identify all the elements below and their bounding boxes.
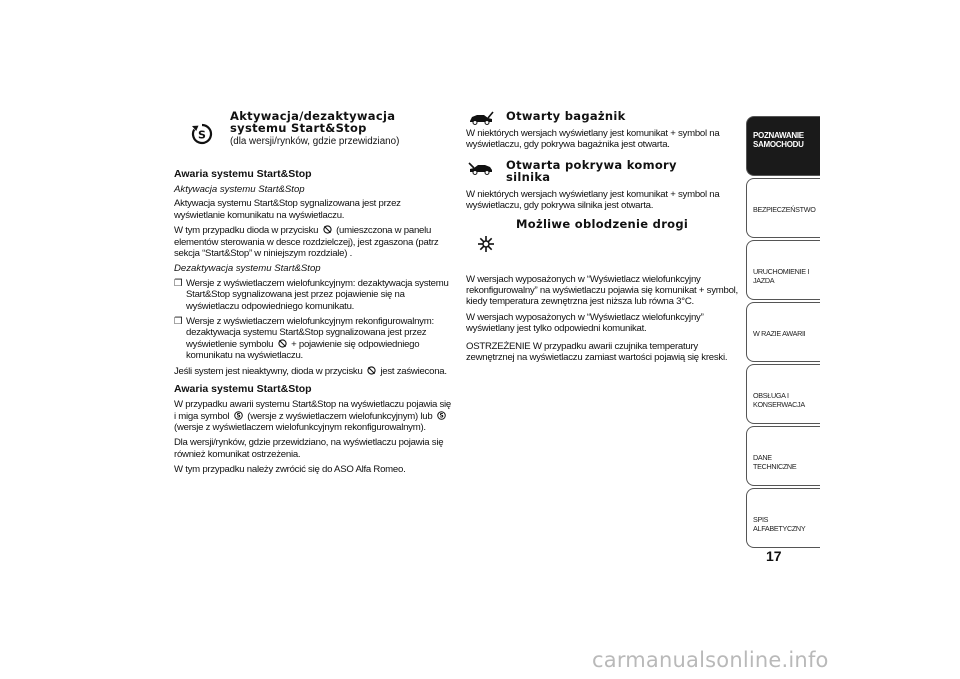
page-number: 17 [766,548,782,564]
bullet-text: Wersje z wyświetlaczem wielofunkcyjnym: dezaktywacja systemu Start&Stop sygnalizowana jest przez pojawienie się na wyświetlaczu odpowiedniego komunikatu. [186,277,449,312]
paragraph-led-on [174,366,452,377]
start-stop-off-icon [323,225,332,234]
tab-w-razie-awarii[interactable] [746,302,820,362]
tab-label-line1: OBSŁUGA I [753,391,789,400]
text-fragment: W tym przypadku dioda w przycisku [174,225,319,237]
tab-bezpieczenstwo[interactable] [746,178,820,238]
svg-text:S: S [198,128,206,142]
tab-label-line2: KONSERWACJA [753,400,805,409]
subheading-failure-1: Awaria systemu Start&Stop [174,168,312,180]
hood-open-title-line1: Otwarta pokrywa komory [506,157,677,172]
text-fragment: (wersje z wyświetlaczem wielofunkcyjnym) lub [247,410,433,422]
start-stop-warning-icon [234,411,243,420]
tab-label-line1: POZNAWANIE [753,131,804,140]
bullet-text: Wersje z wyświetlaczem wielofunkcyjnym rekonfigurowalnym: dezaktywacja systemu Start&Stop sygnalizowana jest przez wyświetlenie symbolu [186,316,434,350]
section-title-line1: Aktywacja/dezaktywacja [230,109,396,123]
section-title-line2: systemu Start&Stop [230,121,367,135]
car-trunk-icon [468,111,494,125]
tab-label-line1: SPIS ALFABETYCZNY [753,515,806,533]
hood-open-title-line2: silnika [506,169,551,184]
start-stop-off-icon [367,366,376,375]
snowflake-icon [476,234,496,254]
icy-road-header [466,218,742,274]
trunk-open-text: W niektórych wersjach wyświetlany jest komunikat + symbol na wyświetlaczu, gdy pokrywa bagażnika jest otwarta. [466,128,720,151]
start-stop-section-header [174,110,452,168]
italic-deactivation: Dezaktywacja systemu Start&Stop [174,263,321,275]
hood-open-header [466,159,742,189]
trunk-open-title: Otwarty bagażnik [506,109,626,123]
paragraph-contact-aso: W tym przypadku należy zwrócić się do ASO Alfa Romeo. [174,464,406,476]
tab-label-line1: BEZPIECZEŃSTWO [753,205,816,214]
hood-open-text: W niektórych wersjach wyświetlany jest komunikat + symbol na wyświetlaczu, gdy pokrywa silnika jest otwarta. [466,188,720,212]
chapter-tabs [746,116,820,550]
italic-activation: Aktywacja systemu Start&Stop [174,184,305,195]
left-column [174,110,452,480]
tab-label-line1: W RAZIE AWARII [753,329,806,338]
paragraph-led-off [174,225,452,259]
icy-road-warning: OSTRZEŻENIE W przypadku awarii czujnika temperatury zewnętrznej na wyświetlaczu zamiast wartości pojawią się kreski. [466,340,728,364]
tab-label-line1: URUCHOMIENIE I [753,267,810,276]
paragraph-failure-symbol [174,399,452,433]
tab-spis-alfabetyczny[interactable] [746,488,820,548]
tab-uruchomienie-i-jazda[interactable] [746,240,820,300]
text-fragment: Jeśli system jest nieaktywny, dioda w przycisku [174,365,363,377]
text-fragment: (wersje z wyświetlaczem wielofunkcyjnym rekonfigurowalnym). [174,421,426,433]
icy-road-paragraph-2: W wersjach wyposażonych w “Wyświetlacz wielofunkcyjny” wyświetlany jest tylko odpowiedni komunikat. [466,311,704,335]
trunk-open-header [466,110,742,128]
paragraph-warning-message: Dla wersji/rynków, gdzie przewidziano, na wyświetlaczu pojawia się również komunikat ostrzeżenia. [174,437,444,460]
icy-road-paragraph-1: W wersjach wyposażonych w “Wyświetlacz wielofunkcyjny rekonfigurowalny” na wyświetlaczu pojawia się komunikat + symbol, kiedy temperatura zewnętrzna jest niższa lub równa 3°C. [466,273,738,308]
tab-obsluga-i-konserwacja[interactable] [746,364,820,424]
start-stop-icon [190,122,214,146]
section-subtitle: (dla wersji/rynków, gdzie przewidziano) [230,136,400,147]
bullet-marker: ❒ [174,277,183,289]
tab-label-line2: JAZDA [753,276,775,285]
bullet-item-2 [174,316,452,362]
right-column [466,110,742,367]
tab-dane-techniczne[interactable] [746,426,820,486]
bullet-text: + pojawienie się odpowiedniego komunikatu na wyświetlaczu. [186,338,420,362]
icy-road-title: Możliwe oblodzenie drogi [516,216,689,231]
text-fragment: W przypadku awarii systemu Start&Stop na wyświetlaczu pojawia się i miga symbol [174,399,452,422]
tab-label-line1: DANE TECHNICZNE [753,453,797,471]
start-stop-warning-icon [437,411,446,420]
bullet-item-1 [174,278,452,312]
tab-label-line2: SAMOCHODU [753,140,804,149]
car-hood-icon [468,161,494,175]
svg-text:S: S [439,413,444,420]
svg-text:S: S [236,413,241,420]
start-stop-off-icon [278,339,287,348]
bullet-marker: ❒ [174,316,183,328]
text-fragment: jest zaświecona. [380,365,447,377]
paragraph-activation: Aktywacja systemu Start&Stop sygnalizowana jest przez wyświetlanie komunikatu na wyświetlaczu. [174,198,401,221]
text-fragment: (umieszczona w panelu elementów sterowania w desce rozdzielczej), jest zgaszona (patrz sekcja “Start&Stop” w niniejszym rozdziale) . [174,225,439,260]
tab-poznawanie-samochodu[interactable] [746,116,820,176]
watermark: carmanualsonline.info [592,648,829,672]
subheading-failure-2: Awaria systemu Start&Stop [174,383,312,396]
